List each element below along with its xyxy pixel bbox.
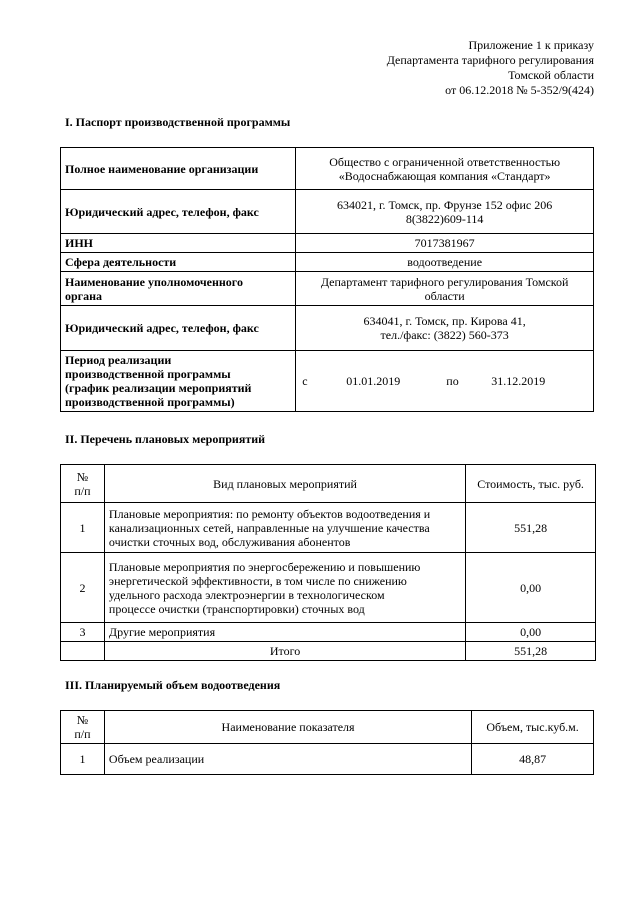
table-row	[61, 148, 594, 190]
sphere-label: Сфера деятельности	[61, 253, 296, 272]
table-row	[61, 351, 594, 412]
table-row	[61, 623, 596, 642]
table-row	[61, 553, 596, 623]
volume-table	[60, 710, 594, 775]
head-num-line-2: п/п	[74, 483, 91, 498]
measure-num: 1	[61, 503, 105, 553]
section-1-title: I. Паспорт производственной программы	[65, 115, 291, 129]
authority-value-line-1: Департамент тарифного регулирования Томской	[320, 274, 569, 289]
measures-head-kind: Вид плановых мероприятий	[104, 465, 465, 503]
period-to-word: по	[446, 374, 459, 388]
period-label-line-4: производственной программы)	[65, 395, 235, 409]
measure-cost: 551,28	[466, 503, 596, 553]
table-row	[61, 744, 594, 775]
head-num-line-1: №	[76, 713, 89, 727]
measure-line: процессе очистки (транспортировки) сточных вод	[108, 601, 365, 616]
period-label	[61, 351, 296, 412]
head-num-line-1: №	[76, 469, 89, 484]
period-from-word: с	[302, 374, 308, 388]
measure-line: Плановые мероприятия по энергосбережению и повышению	[108, 559, 421, 574]
total-label: Итого	[104, 642, 465, 661]
period-value	[296, 351, 594, 412]
header-line-2: Департамента тарифного регулирования	[386, 53, 594, 67]
authority-value	[296, 272, 594, 306]
total-value: 551,28	[466, 642, 596, 661]
period-to-date: 31.12.2019	[491, 374, 546, 388]
authority-value-line-2: области	[424, 288, 465, 303]
table-row	[61, 234, 594, 253]
authority-label	[61, 272, 296, 306]
sphere-value: водоотведение	[296, 253, 594, 272]
period-label-line-1: Период реализации	[65, 353, 172, 367]
org-name-label: Полное наименование организации	[61, 148, 296, 190]
inn-label: ИНН	[61, 234, 296, 253]
authority-address-value	[296, 306, 594, 351]
authority-address-line-2: тел./факс: (3822) 560-373	[380, 328, 509, 342]
header-line-1: Приложение 1 к приказу	[468, 38, 594, 52]
org-name-value	[296, 148, 594, 190]
measures-head-cost: Стоимость, тыс. руб.	[466, 465, 596, 503]
volume-head-volume: Объем, тыс.куб.м.	[472, 711, 594, 744]
authority-label-line-1: Наименование уполномоченного	[65, 274, 243, 289]
period-label-line-3: (график реализации мероприятий	[65, 381, 252, 395]
measures-table	[60, 464, 596, 661]
measure-description	[104, 553, 465, 623]
measure-description	[104, 503, 465, 553]
table-row	[61, 711, 594, 744]
total-empty-cell	[61, 642, 105, 661]
header-line-4: от 06.12.2018 № 5-352/9(424)	[445, 83, 594, 97]
section-2-title: II. Перечень плановых мероприятий	[65, 432, 266, 446]
period-from-date: 01.01.2019	[346, 374, 401, 388]
table-row	[61, 272, 594, 306]
measure-description	[104, 623, 465, 642]
org-name-line-1: Общество с ограниченной ответственностью	[329, 154, 561, 169]
measure-line: удельного расхода электроэнергии в технологическом	[108, 587, 385, 602]
table-row	[61, 190, 594, 234]
inn-value: 7017381967	[296, 234, 594, 253]
table-row	[61, 465, 596, 503]
volume-row-value: 48,87	[472, 744, 594, 775]
volume-row-name: Объем реализации	[104, 744, 471, 775]
head-num-line-2: п/п	[74, 727, 91, 741]
header-line-3: Томской области	[508, 68, 594, 82]
table-row	[61, 503, 596, 553]
measure-line: Плановые мероприятия: по ремонту объектов водоотведения и	[108, 506, 431, 521]
address-line-2: 8(3822)609-114	[405, 211, 484, 226]
table-row	[61, 642, 596, 661]
measure-num: 2	[61, 553, 105, 623]
address-value	[296, 190, 594, 234]
measure-cost: 0,00	[466, 553, 596, 623]
table-row	[61, 306, 594, 351]
address-line-1: 634021, г. Томск, пр. Фрунзе 152 офис 206	[336, 197, 553, 212]
measure-line: канализационных сетей, направленные на улучшение качества	[108, 520, 430, 535]
section-3-title: III. Планируемый объем водоотведения	[65, 678, 281, 692]
volume-head-num	[61, 711, 105, 744]
volume-head-name: Наименование показателя	[104, 711, 471, 744]
measure-line: очистки сточных вод, обслуживания абонентов	[108, 534, 351, 549]
period-label-line-2: производственной программы	[65, 367, 231, 381]
measure-line: Другие мероприятия	[108, 625, 216, 639]
org-name-line-2: «Водоснабжающая компания «Стандарт»	[338, 168, 551, 183]
measure-cost: 0,00	[466, 623, 596, 642]
authority-address-line-1: 634041, г. Томск, пр. Кирова 41,	[363, 314, 526, 328]
table-row	[61, 253, 594, 272]
measure-num: 3	[61, 623, 105, 642]
passport-table	[60, 147, 594, 412]
address-label: Юридический адрес, телефон, факс	[61, 190, 296, 234]
volume-row-num: 1	[61, 744, 105, 775]
authority-label-line-2: органа	[65, 288, 103, 303]
measure-line: энергетической эффективности, в том числе по снижению	[108, 573, 407, 588]
authority-address-label: Юридический адрес, телефон, факс	[61, 306, 296, 351]
document-header	[387, 38, 594, 98]
measures-head-num	[61, 465, 105, 503]
